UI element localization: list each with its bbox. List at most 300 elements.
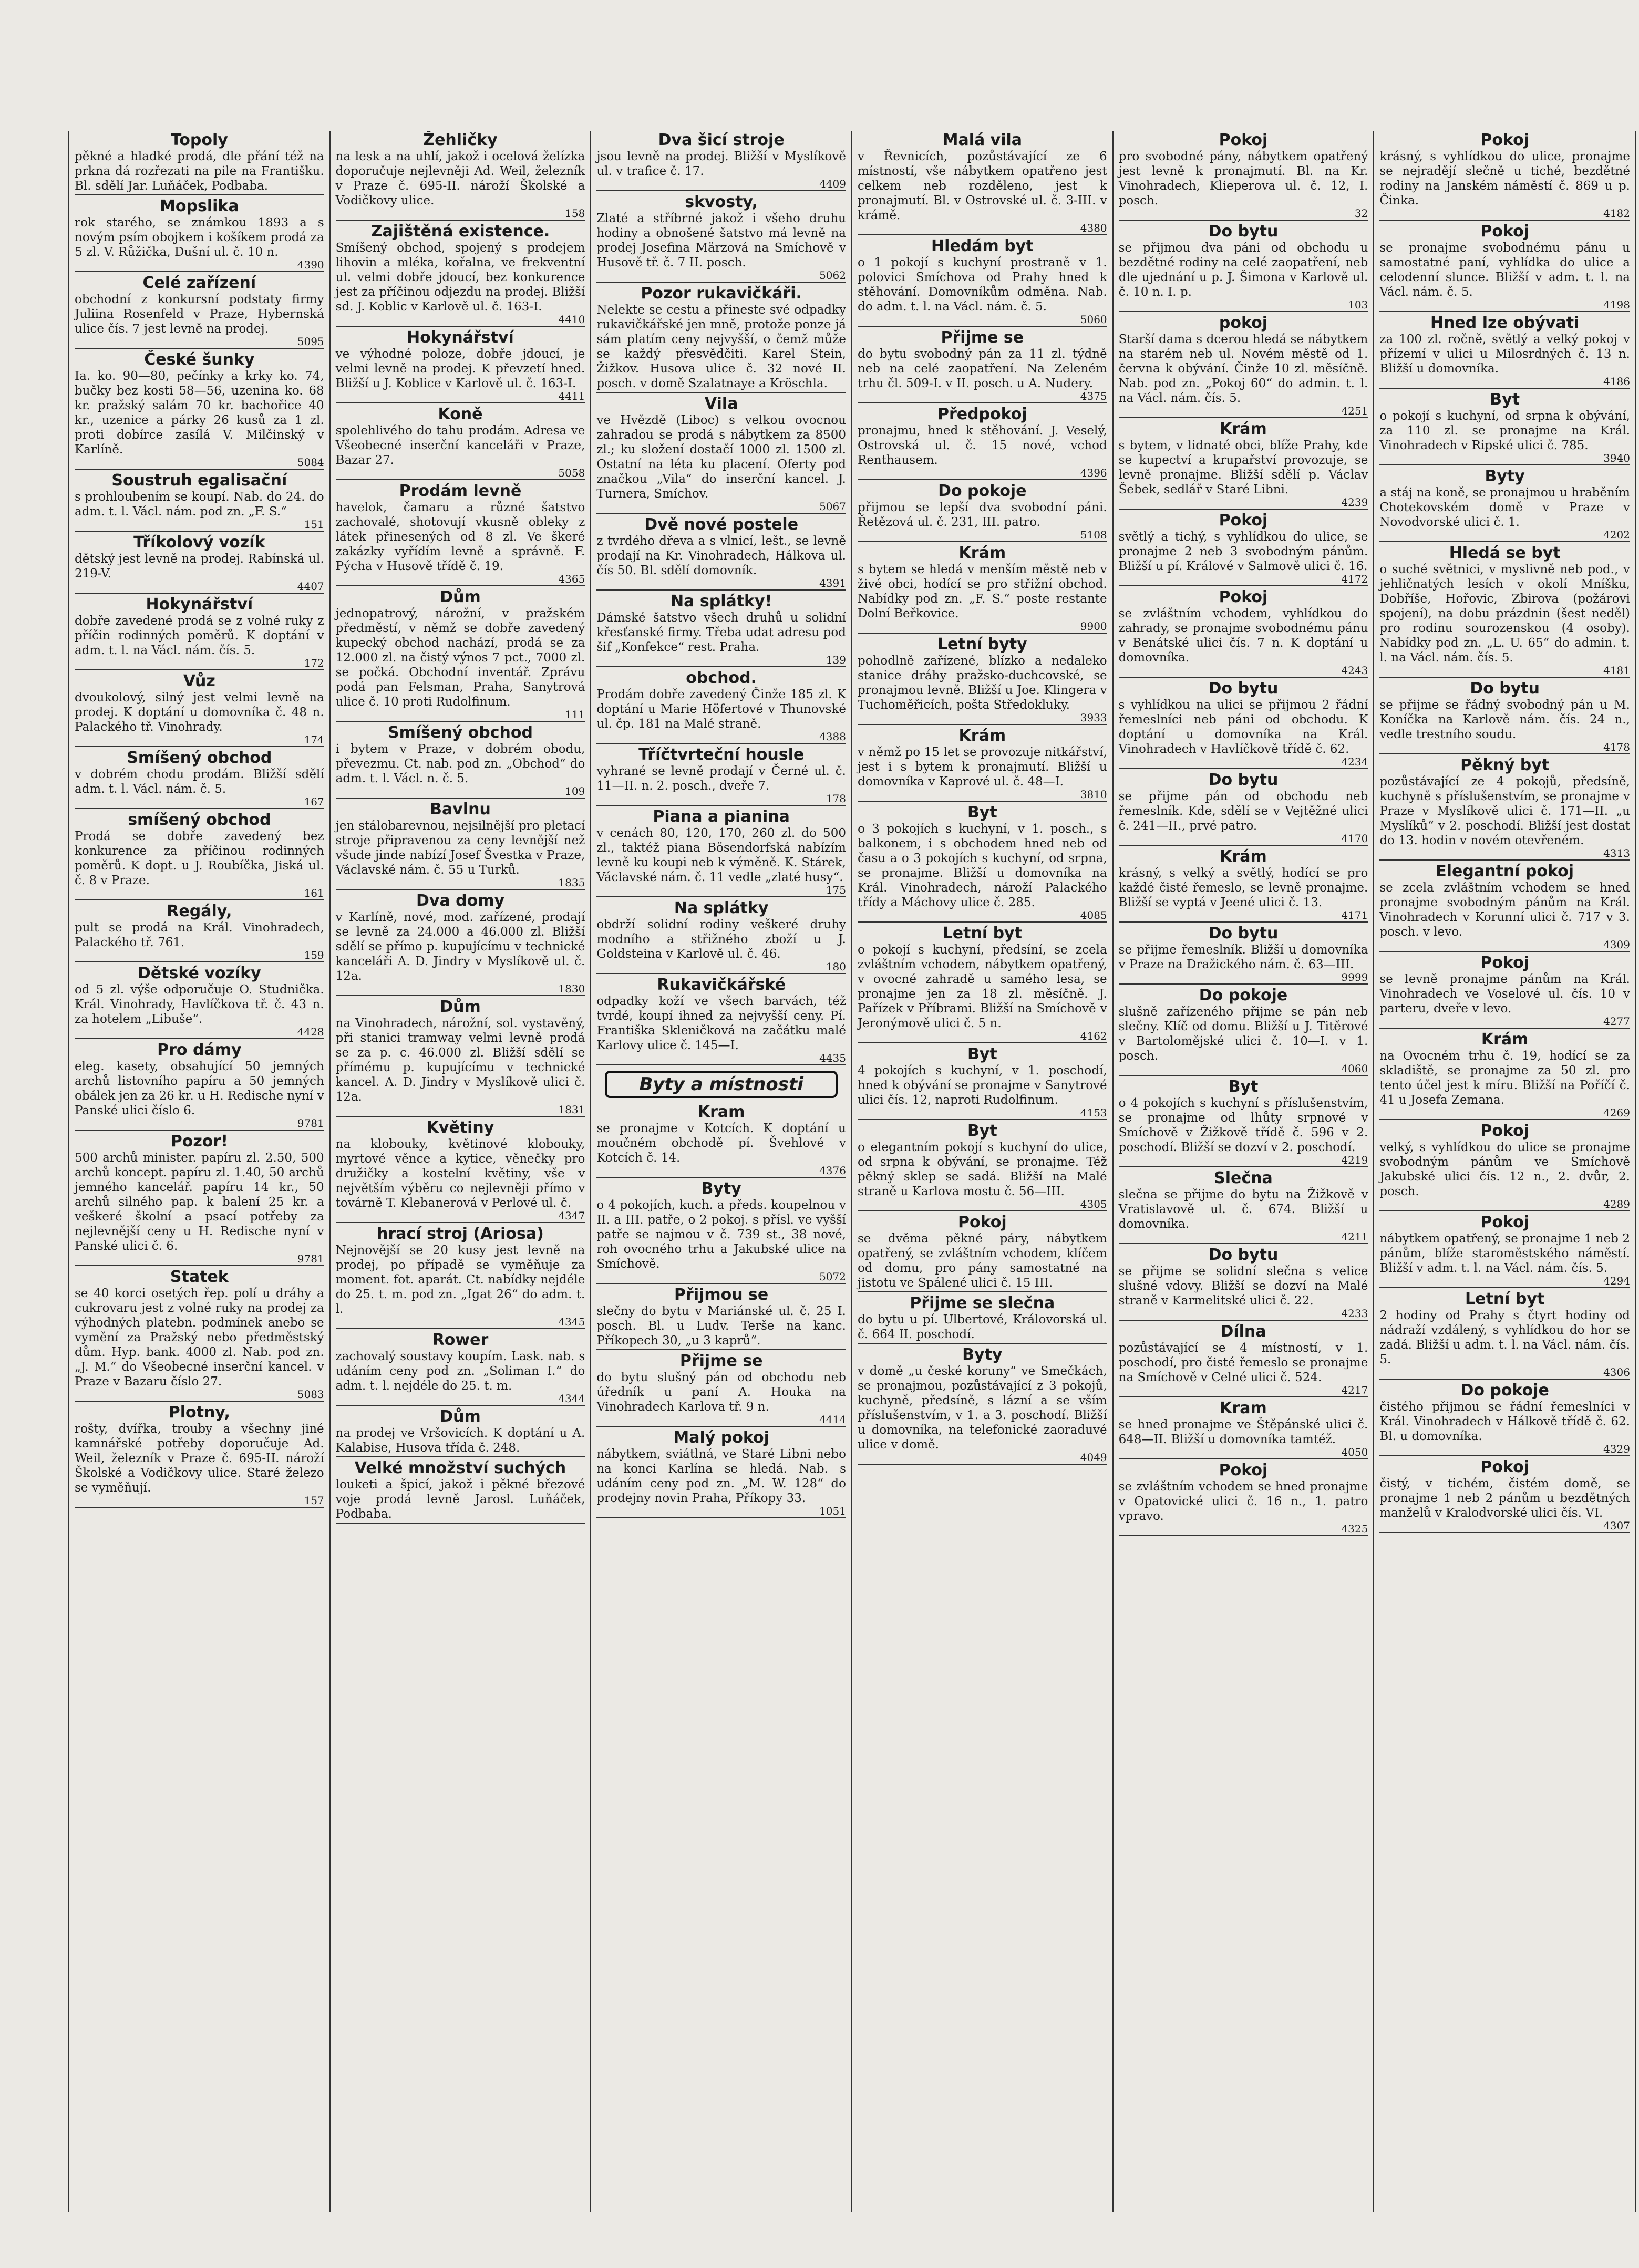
ad-title: Do pokoje (1199, 986, 1288, 1004)
ad-text: se zvláštním vchodem, vyhlídkou do zahrady, se pronajme svobodnému pánu v Benátské ulici čís. 7 n. K doptání u domovníka. (1118, 607, 1368, 665)
ad-text: se dvěma pěkné páry, nábytkem opatřený, se zvláštním vchodem, klíčem od domu, pro pány samostatné na jistotu ve Spálené ulici č. 15 III. (857, 1232, 1107, 1290)
classified-ad (336, 1119, 585, 1223)
ad-title: Rower (432, 1331, 489, 1349)
ad-title: Do bytu (1470, 679, 1540, 698)
ad-divider (336, 995, 585, 996)
classified-ad (1119, 512, 1368, 586)
ad-text: na lesk a na uhlí, jakož i ocelová želízka doporučuje nejlevněji Ad. Weil, železník v Praze č. 695-II. nároží Školské a Vodičkovy ulice. (335, 150, 585, 208)
ad-text: 500 archů minister. papíru zl. 2.50, 500 archů koncept. papíru zl. 1.40, 50 archů jemného kancelář. papíru 14 kr., 50 archů silného pap. k balení 25 kr. a veškeré školní a psací potřeby za nejlevnější ceny u H. Redische nyní v Panské ulici č. 6. (75, 1151, 324, 1253)
ad-number: 4289 (1603, 1198, 1630, 1210)
classified-ad (1119, 1462, 1368, 1536)
ad-text: o 3 pokojích s kuchyní, v 1. posch., s balkonem, i s obchodem hned neb od času a o 3 pokojích s kuchyní, od srpna, se pronajme. Bližší u domovníka na Král. Vinohradech, nároží Palackého třídy a Máchovy ulice č. 285. (857, 822, 1107, 909)
ad-title: Předpokoj (937, 405, 1027, 423)
ad-number: 1830 (558, 982, 585, 995)
ad-number: 3940 (1603, 452, 1630, 464)
classified-ad (1379, 1031, 1630, 1120)
ad-title: Pokoj (1480, 131, 1529, 149)
ad-title: Koně (438, 405, 483, 423)
ad-text: dobře zavedené prodá se z volné ruky z příčin rodinných poměrů. K doptání v adm. t. l. na Václ. nám. čís. 5. (75, 614, 324, 657)
ad-divider (1379, 220, 1630, 221)
ad-number: 4211 (1341, 1230, 1368, 1243)
classified-ad (1379, 954, 1630, 1029)
ad-divider (75, 1507, 324, 1508)
ad-text: vyhrané se levně prodají v Černé ul. č. 11—II. n. 2. posch., dveře 7. (596, 764, 846, 793)
ad-divider (1119, 768, 1368, 769)
ad-number: 9999 (1341, 971, 1368, 983)
classified-ad (336, 892, 585, 996)
ad-title: Byt (967, 1045, 997, 1063)
ad-divider (1379, 753, 1630, 754)
ad-divider (1379, 1455, 1630, 1456)
ad-title: Pokoj (1480, 222, 1529, 241)
ad-title: Pokoj (958, 1213, 1007, 1231)
ad-number: 4345 (558, 1316, 585, 1328)
classified-ad (858, 925, 1107, 1043)
ad-title: Do bytu (1208, 771, 1279, 789)
ad-number: 5058 (558, 467, 585, 479)
classified-ad (1379, 1122, 1630, 1211)
ad-text: v dobrém chodu prodám. Bližší sdělí adm. t. l. Václ. nám. č. 5. (75, 768, 324, 796)
ad-divider (75, 593, 324, 594)
column-1 (69, 131, 331, 2212)
classified-ad (75, 1133, 324, 1266)
ad-title: Byty (1485, 467, 1525, 485)
ad-text: dětský jest levně na prodej. Rabínská ul. 219-V. (75, 552, 324, 581)
classified-ad (336, 406, 585, 480)
ad-text: Smíšený obchod, spojený s prodejem lihovin a mléka, kořalna, ve frekventní ul. velmi dobře jdoucí, bez konkurence jest za příčinou odjezdu na prodej. Bližší sd. J. Koblic v Karlově ul. č. 163-I. (335, 241, 585, 314)
classified-ad (75, 274, 324, 349)
ad-divider (596, 973, 846, 974)
ad-number: 4294 (1603, 1275, 1630, 1287)
ad-title: Pěkný byt (1460, 756, 1550, 774)
ad-title: smíšený obchod (128, 811, 271, 829)
ad-divider (858, 1119, 1107, 1120)
ad-title: Tříčtvrteční housle (638, 745, 805, 764)
column-2 (331, 131, 592, 2212)
ad-divider (1379, 1379, 1630, 1380)
ad-divider (596, 392, 846, 393)
ad-number: 32 (1354, 207, 1368, 220)
classified-ad (596, 395, 846, 514)
classified-ad (1379, 544, 1630, 678)
ad-text: pozůstávající ze 4 pokojů, předsíně, kuchyně s příslušenstvím, se pronajme v Praze v Myslíkově ulici č. 171—II. „u Myslíků“ v 2. poschodí. Bližší jest dostat do 13. hodin v novém otevřeném. (1379, 775, 1630, 847)
ad-divider (1119, 1166, 1368, 1167)
ad-divider (596, 589, 846, 591)
ad-number: 4085 (1080, 909, 1107, 921)
ad-divider (1379, 541, 1630, 542)
ad-title: Velké množství suchých (354, 1459, 566, 1477)
ad-divider (1379, 1028, 1630, 1029)
classified-ad (596, 1103, 846, 1178)
classified-ad (1119, 1323, 1368, 1397)
ad-number: 4049 (1080, 1451, 1107, 1464)
ad-text: Nelekte se cestu a přineste své odpadky rukavičkářské jen mně, protože ponze já sám platím ceny nejvyšší, o čemž může se každý přesvědčiti. Karel Stein, Žižkov. Husova ulice č. 32 nové II. posch. v domě Szalatnaye a Kröschla. (596, 303, 846, 390)
ad-title: pokoj (1219, 314, 1268, 332)
ad-text: krásný, s vyhlídkou do ulice, pronajme se nejradějí slečně u tiché, bezdětné rodiny na Janském náměstí č. 869 u p. Činka. (1379, 150, 1630, 208)
ad-number: 4407 (297, 580, 324, 593)
ad-divider (336, 479, 585, 480)
ad-number: 4365 (558, 573, 585, 585)
ad-divider (75, 531, 324, 532)
ad-title: Hledám byt (931, 237, 1034, 255)
ad-title: Přijme se slečna (910, 1294, 1055, 1312)
ad-number: 4329 (1603, 1443, 1630, 1455)
ad-number: 4347 (558, 1209, 585, 1222)
ad-divider (858, 234, 1107, 235)
ad-title: Dva domy (416, 892, 505, 910)
ad-divider (336, 1328, 585, 1329)
ad-text: do bytu slušný pán od obchodu neb úředník u paní A. Houka na Vinohradech Karlova tř. 9 n. (596, 1371, 846, 1414)
classified-ad (858, 804, 1107, 923)
ad-title: Na splátky! (671, 592, 772, 610)
ad-title: Dům (440, 998, 481, 1016)
ad-divider (75, 746, 324, 747)
classified-ad (1119, 848, 1368, 923)
ad-number: 4409 (819, 178, 846, 190)
ad-number: 1051 (819, 1505, 846, 1517)
classified-ad (1119, 1246, 1368, 1321)
ad-title: Byt (967, 1122, 997, 1140)
classified-ad (596, 1429, 846, 1518)
ad-divider (1119, 1535, 1368, 1536)
classified-ad (596, 131, 846, 191)
ad-text: se pronajme svobodnému pánu u samostatné paní, vyhlídka do ulice a celodenní slunce. Bližší v adm. t. l. na Václ. nám. č. 5. (1379, 241, 1630, 299)
ad-title: Plotny, (168, 1403, 230, 1422)
ad-title: Vila (704, 395, 738, 413)
ad-title: Byty (962, 1345, 1003, 1364)
classified-ad (1119, 1400, 1368, 1459)
ad-title: skvosty, (685, 193, 758, 211)
ad-title: Mopslika (160, 197, 239, 215)
ad-divider (596, 190, 846, 191)
classified-ad (858, 1214, 1107, 1292)
ad-divider (858, 633, 1107, 634)
ad-divider (596, 1177, 846, 1178)
ad-text: se přijme se řádný svobodný pán u M. Koníčka na Karlově nám. čís. 24 n., vedle trestního soudu. (1379, 698, 1630, 741)
classified-ad (1119, 588, 1368, 678)
ad-text: slečna se přijme do bytu na Žižkově v Vratislavově ul. č. 674. Bližší u domovníka. (1118, 1188, 1368, 1231)
classified-ad (1119, 925, 1368, 985)
ad-divider (1119, 983, 1368, 985)
ad-title: Do bytu (1208, 1246, 1279, 1264)
ad-title: Pozor rukavičkáři. (641, 284, 802, 303)
ad-divider (858, 326, 1107, 327)
ad-title: Dětské vozíky (137, 964, 261, 982)
ad-number: 159 (304, 949, 324, 961)
ad-number: 111 (565, 708, 585, 721)
ad-text: slečny do bytu v Mariánské ul. č. 25 I. posch. Bl. u Ludv. Terše na kanc. Příkopech 30, „u 3 kaprů“. (596, 1304, 846, 1348)
classified-ad (336, 329, 585, 403)
ad-text: louketi a špicí, jakož i pěkné březové voje prodá levně Jarosl. Luňáček, Podbaba. (335, 1478, 585, 1521)
ad-divider (858, 1343, 1107, 1344)
classified-ad (75, 1041, 324, 1131)
ad-text: o 1 pokojí s kuchyní prostraně v 1. polovici Smíchova od Prahy hned k stěhování. Domovníkům odměna. Nab. do adm. t. l. na Václ. nám. č. 5. (857, 256, 1107, 314)
ad-text: na prodej ve Vršovicích. K doptání u A. Kalabise, Husova třída č. 248. (335, 1426, 585, 1455)
ad-number: 3933 (1080, 711, 1107, 724)
classified-ad (75, 903, 324, 962)
ad-number: 4217 (1341, 1384, 1368, 1396)
ad-text: pronajmu, hned k stěhování. J. Veselý, Ostrovská ul. č. 15 nové, vchod Renthausem. (857, 424, 1107, 467)
ad-number: 4435 (819, 1052, 846, 1064)
classified-ad (75, 131, 324, 195)
classified-ad (1379, 1290, 1630, 1380)
ad-divider (75, 194, 324, 195)
ad-text: se přijme pán od obchodu neb řemeslník. Kde, sdělí se v Vejtěžné ulici č. 241—II., prvé patro. (1118, 790, 1368, 833)
ad-text: rok starého, se známkou 1893 a s novým psím obojkem i košíkem prodá za 5 zl. V. Růžička, Dušní ul. č. 10 n. (75, 216, 324, 259)
ad-divider (1119, 1075, 1368, 1076)
ad-divider (858, 402, 1107, 403)
ad-title: Rukavičkářské (657, 976, 786, 994)
ad-number: 4305 (1080, 1198, 1107, 1210)
ad-text: v němž po 15 let se provozuje nitkářství, jest i s bytem k pronajmutí. Bližší u domovníka v Kaprové ul. č. 48—I. (857, 745, 1107, 789)
ad-text: pozůstávající se 4 místností, v 1. poschodí, pro čisté řemeslo se pronajme na Smíchově v Celné ulici č. 524. (1118, 1341, 1368, 1384)
classified-ad (858, 727, 1107, 802)
ad-number: 4171 (1341, 909, 1368, 921)
ad-divider (1379, 464, 1630, 465)
ad-text: velký, s vyhlídkou do ulice se pronajme svobodným pánům ve Smíchově Jakubské ulici čís. 12 n., 2. dvůr, 2. posch. (1379, 1141, 1630, 1198)
ad-text: i bytem v Praze, v dobrém obodu, převezmu. Ct. nab. pod zn. „Obchod“ do adm. t. l. Václ. n. č. 5. (335, 742, 585, 785)
ad-number: 109 (565, 785, 585, 798)
classified-ad (596, 976, 846, 1065)
classified-ad (1119, 131, 1368, 221)
ad-text: od 5 zl. výše odporučuje O. Studnička. Král. Vinohrady, Havlíčkova tř. č. 43 n. za hotelem „Libuše“. (75, 983, 324, 1026)
ad-divider (858, 1464, 1107, 1465)
ad-title: Květiny (426, 1119, 494, 1137)
ad-title: Krám (958, 727, 1006, 745)
ad-number: 4307 (1603, 1519, 1630, 1532)
ad-divider (336, 798, 585, 799)
ad-number: 161 (304, 887, 324, 899)
ad-number: 4060 (1341, 1062, 1368, 1075)
ad-text: Starší dama s dcerou hledá se nábytkem na starém neb ul. Novém městě od 1. června k obývání. Činže 10 zl. měsíčně. Nab. pod zn. „Pokoj 60“ do admin. t. l. na Václ. nám. čís. 5. (1118, 333, 1368, 405)
ad-title: Hledá se byt (1449, 544, 1561, 562)
ad-text: s bytem, v lidnaté obci, blíže Prahy, kde se kupectví a krupařství provozuje, se levně pronajme. Bližší sdělí p. Václav Šebek, sedlář v Staré Libni. (1118, 439, 1368, 496)
classified-ad (336, 1459, 585, 1524)
ad-divider (1119, 921, 1368, 923)
ad-number: 9781 (297, 1117, 324, 1130)
ad-number: 4050 (1341, 1446, 1368, 1458)
newspaper-page (68, 131, 1636, 2212)
classified-ad (75, 749, 324, 809)
ad-number: 175 (826, 884, 846, 896)
ad-title: Byt (1228, 1078, 1259, 1096)
ad-number: 4396 (1080, 467, 1107, 479)
ad-divider (858, 1042, 1107, 1043)
ad-number: 4202 (1603, 529, 1630, 541)
classified-ad (336, 1408, 585, 1457)
ad-text: jednopatrový, nárožní, v pražském předměstí, v němž se dobře zavedený kupecký obchod nachází, prodá se za 12.000 zl. na čistý výnos 7 pct., 7000 zl. se počká. Obchodní inventář. Zprávu podá pan Felsman, Praha, Sanytrová ulice č. 10 proti Rudolfinum. (335, 607, 585, 709)
ad-divider (596, 1426, 846, 1427)
classified-ad (858, 482, 1107, 542)
ad-title: Soustruh egalisační (111, 471, 287, 490)
ad-title: Smíšený obchod (387, 723, 533, 742)
ad-title: Slečna (1214, 1169, 1273, 1187)
ad-title: Topoly (170, 131, 228, 149)
ad-divider (75, 808, 324, 809)
ad-title: Krám (1220, 420, 1267, 438)
ad-number: 4269 (1603, 1106, 1630, 1119)
ad-title: Malá vila (942, 131, 1023, 149)
ad-text: s vyhlídkou na ulici se přijmou 2 řádní řemeslníci neb páni od obchodu. K doptání u domovníka na Král. Vinohradech v Havlíčkově třídě č. 62. (1118, 698, 1368, 756)
classified-ad (858, 544, 1107, 634)
ad-number: 4411 (558, 390, 585, 402)
ad-title: Letní byt (1465, 1290, 1545, 1308)
ad-text: zachovalý soustavy koupím. Lask. nab. s udáním ceny pod zn. „Soliman I.“ do adm. t. l. nejdéle do 25. t. m. (335, 1350, 585, 1393)
ad-text: z tvrdého dřeva a s vlnicí, lešt., se levně prodají na Kr. Vinohradech, Hálkova ul. čís 50. Bl. sdělí domovník. (596, 534, 846, 577)
classified-ad (336, 801, 585, 890)
ad-text: krásný, s velký a světlý, hodící se pro každé čisté řemeslo, se levně pronajme. Bližší se vyptá v Jeené ulici č. 13. (1118, 866, 1368, 909)
ad-number: 4376 (819, 1164, 846, 1177)
ad-divider (336, 889, 585, 890)
ad-text: Prodám dobře zavedený Činže 185 zl. K doptání u Marie Höfertové v Thunovské ul. čp. 181 na Malé straně. (596, 688, 846, 731)
ad-text: a stáj na koně, se pronajmou u hraběním Chotekovském domě v Praze v Novodvorské ulici č. 1. (1379, 486, 1630, 529)
ad-divider (1379, 951, 1630, 952)
ad-number: 151 (304, 518, 324, 531)
classified-ad (596, 899, 846, 974)
ad-number: 1835 (558, 876, 585, 889)
ad-divider (336, 721, 585, 722)
classified-ad (75, 534, 324, 594)
ad-title: Pozor! (170, 1132, 228, 1151)
ad-number: 4181 (1603, 664, 1630, 677)
ad-divider (596, 666, 846, 667)
ad-number: 4219 (1341, 1154, 1368, 1166)
ad-text: se zvláštním vchodem se hned pronajme v Opatovické ulici č. 16 n., 1. patro vpravo. (1118, 1480, 1368, 1523)
ad-title: Na splátky (674, 899, 769, 917)
ad-title: Do pokoje (938, 482, 1027, 500)
ad-divider (858, 1291, 1107, 1292)
ad-title: Hokynářství (146, 595, 253, 614)
ad-divider (858, 541, 1107, 542)
ad-text: rošty, dvířka, trouby a všechny jiné kamnářské potřeby doporučuje Ad. Weil, železník v Praze č. 695-II. nároží Školské a Vodičkovy ulice. Staré železo se vyměňují. (75, 1422, 324, 1495)
ad-title: Hned lze obývati (1430, 314, 1580, 332)
ad-title: Celé zařízení (142, 274, 256, 292)
ad-divider (336, 1405, 585, 1406)
section-header: Byty a místnosti (605, 1071, 838, 1098)
ad-title: Krám (1481, 1030, 1529, 1049)
ad-divider (596, 1283, 846, 1284)
ad-divider (1379, 677, 1630, 678)
ad-title: Byt (1490, 390, 1520, 409)
ad-number: 4170 (1341, 832, 1368, 845)
ad-divider (858, 921, 1107, 923)
ad-text: čistý, v tichém, čistém domě, se pronajme 1 neb 2 pánům u bezdětných manželů v Kralodvorské ulici čís. VI. (1379, 1477, 1630, 1520)
ad-title: Byty (701, 1179, 741, 1198)
ad-divider (75, 469, 324, 470)
ad-title: Pokoj (1219, 511, 1268, 530)
ad-title: Pro dámy (157, 1041, 242, 1059)
ad-divider (1379, 1287, 1630, 1288)
classified-ad (858, 636, 1107, 725)
ad-title: Dům (440, 588, 481, 606)
ad-text: se přijme se solidní slečna s velice slušné vdovy. Bližší se dozví na Malé straně v Karmelitské ulici č. 22. (1118, 1265, 1368, 1308)
ad-divider (1119, 845, 1368, 846)
ad-divider (1119, 220, 1368, 221)
ad-divider (596, 1517, 846, 1518)
ad-text: v Karlíně, nové, mod. zařízené, prodají se levně za 24.000 a 46.000 zl. Bližší sdělí se přímo p. kupujícímu v technické kanceláři A. D. Jindry v Myslíkově ul. č. 12a. (335, 910, 585, 983)
classified-ad (336, 131, 585, 221)
ad-divider (1379, 1210, 1630, 1211)
ad-title: Pokoj (1219, 131, 1268, 149)
ad-divider (1379, 311, 1630, 312)
ad-number: 5067 (819, 500, 846, 513)
ad-title: Pokoj (1219, 588, 1268, 606)
ad-title: obchod. (686, 669, 757, 687)
ad-number: 180 (826, 960, 846, 973)
ad-text: ve výhodné poloze, dobře jdoucí, je velmi levně na prodej. K převzetí hned. Bližší u J. Koblice v Karlově ul. č. 163-I. (335, 347, 585, 390)
ad-text: havelok, čamaru a různé šatstvo zachovalé, shotovují vkusně obleky z látek přinesených od 8 zl. Ve škeré zakázky vyřídím levně a správně. F. Pýcha v Husově třídě č. 19. (335, 501, 585, 573)
ad-number: 1831 (558, 1103, 585, 1116)
ad-number: 4344 (558, 1392, 585, 1405)
ad-divider (858, 724, 1107, 725)
ad-divider (858, 479, 1107, 480)
classified-ad (596, 1286, 846, 1350)
ad-text: o suché světnici, v myslivně neb pod., v jehličnatých lesích v okolí Mníšku, Dobříše, Hořovic, Zbirova (požárovi spojení), na dobu prázdnin (šest neděl) pro rodinu sourozenskou (4 osoby). Nabídky pod zn. „L. U. 65“ do admin. t. l. na Václ. nám. čís. 5. (1379, 563, 1630, 665)
classified-ad (1379, 1382, 1630, 1456)
ad-number: 4239 (1341, 496, 1368, 509)
ad-title: Přijme se (679, 1352, 763, 1370)
ad-number: 4388 (819, 730, 846, 743)
ad-divider (1119, 1396, 1368, 1397)
classified-ad (1379, 1458, 1630, 1533)
classified-ad (858, 406, 1107, 480)
ad-divider (1379, 1532, 1630, 1533)
classified-ad (1119, 987, 1368, 1076)
ad-divider (75, 1130, 324, 1131)
classified-ad (1379, 391, 1630, 465)
ad-text: Ia. ko. 90—80, pečínky a krky ko. 74, bučky bez kosti 58—56, uzenina ko. 68 kr. pražský salám 70 kr. bachořice 40 kr., uzenice a párky 26 kusů za 1 zl. proti dobírce zasílá V. Milčinský v Karlíně. (75, 369, 324, 457)
ad-divider (1119, 1458, 1368, 1459)
ad-divider (596, 1064, 846, 1065)
ad-number: 9781 (297, 1252, 324, 1265)
ad-divider (75, 1038, 324, 1039)
ad-number: 4325 (1341, 1523, 1368, 1535)
classified-ad (75, 811, 324, 900)
column-6 (1374, 131, 1635, 2212)
ad-title: Letní byt (942, 924, 1022, 943)
ad-divider (75, 961, 324, 962)
ad-divider (1119, 311, 1368, 312)
ad-text: o 4 pokojích, kuch. a předs. koupelnou v II. a III. patře, o 2 pokoj. s přísl. ve vyšší patře se najmou v č. 739 st., 38 nové, roh ovocného trhu a Jakubské ulice na Smíchově. (596, 1198, 846, 1271)
ad-title: Pokoj (1480, 1122, 1529, 1140)
ad-text: se zcela zvláštním vchodem se hned pronajme svobodným pánům na Král. Vinohradech v Korunní ulici č. 717 v 3. posch. v levo. (1379, 881, 1630, 939)
ad-text: jen stálobarevnou, nejsilnější pro pletací stroje připravenou za ceny levnější než všude jinde nabízí Josef Švestka v Praze, Václavské nám. č. 55 u Turků. (335, 819, 585, 877)
ad-number: 172 (304, 657, 324, 669)
ad-title: Pokoj (1219, 1461, 1268, 1479)
classified-ad (596, 808, 846, 897)
ad-number: 4178 (1603, 741, 1630, 753)
ad-text: ve Hvězdě (Liboc) s velkou ovocnou zahradou se prodá s nábytkem za 8500 zl.; ku složení dostačí 1000 zl. 1500 zl. Ostatní na léta ku placení. Oferty pod značkou „Vila“ do inserční kancel. J. Turnera, Smíchov. (596, 413, 846, 501)
classified-ad (1119, 314, 1368, 418)
ad-title: Dílna (1220, 1322, 1266, 1341)
column-5 (1114, 131, 1375, 2212)
classified-ad (1379, 131, 1630, 221)
ad-number: 4313 (1603, 847, 1630, 859)
ad-text: s prohloubením se koupí. Nab. do 24. do adm. t. l. Václ. nám. pod zn. „F. S.“ (75, 490, 324, 519)
ad-number: 9900 (1080, 620, 1107, 633)
ad-title: Do pokoje (1460, 1381, 1549, 1400)
ad-number: 139 (826, 654, 846, 666)
ad-title: Bavlnu (430, 800, 491, 819)
ad-title: hrací stroj (Ariosa) (377, 1225, 544, 1243)
classified-ad (858, 329, 1107, 403)
ad-divider (336, 1456, 585, 1457)
ad-text: v Řevnicích, pozůstávající ze 6 místností, vše nábytkem opatřeno jest celkem neb rozděleno, jest k pronajmutí. Bl. v Ostrovské ul. č. 3-III. v krámě. (857, 150, 1107, 222)
ad-divider (596, 743, 846, 744)
ad-text: na Vinohradech, nárožní, sol. vystavěný, při stanici tramway velmi levně prodá se za p. c. 46.000 zl. Bližší sdělí se přímému p. kupujícímu v technické kancel. A. D. Jindry v Myslíkově ulici č. 12a. (335, 1017, 585, 1104)
classified-ad (1119, 680, 1368, 769)
ad-number: 178 (826, 792, 846, 805)
